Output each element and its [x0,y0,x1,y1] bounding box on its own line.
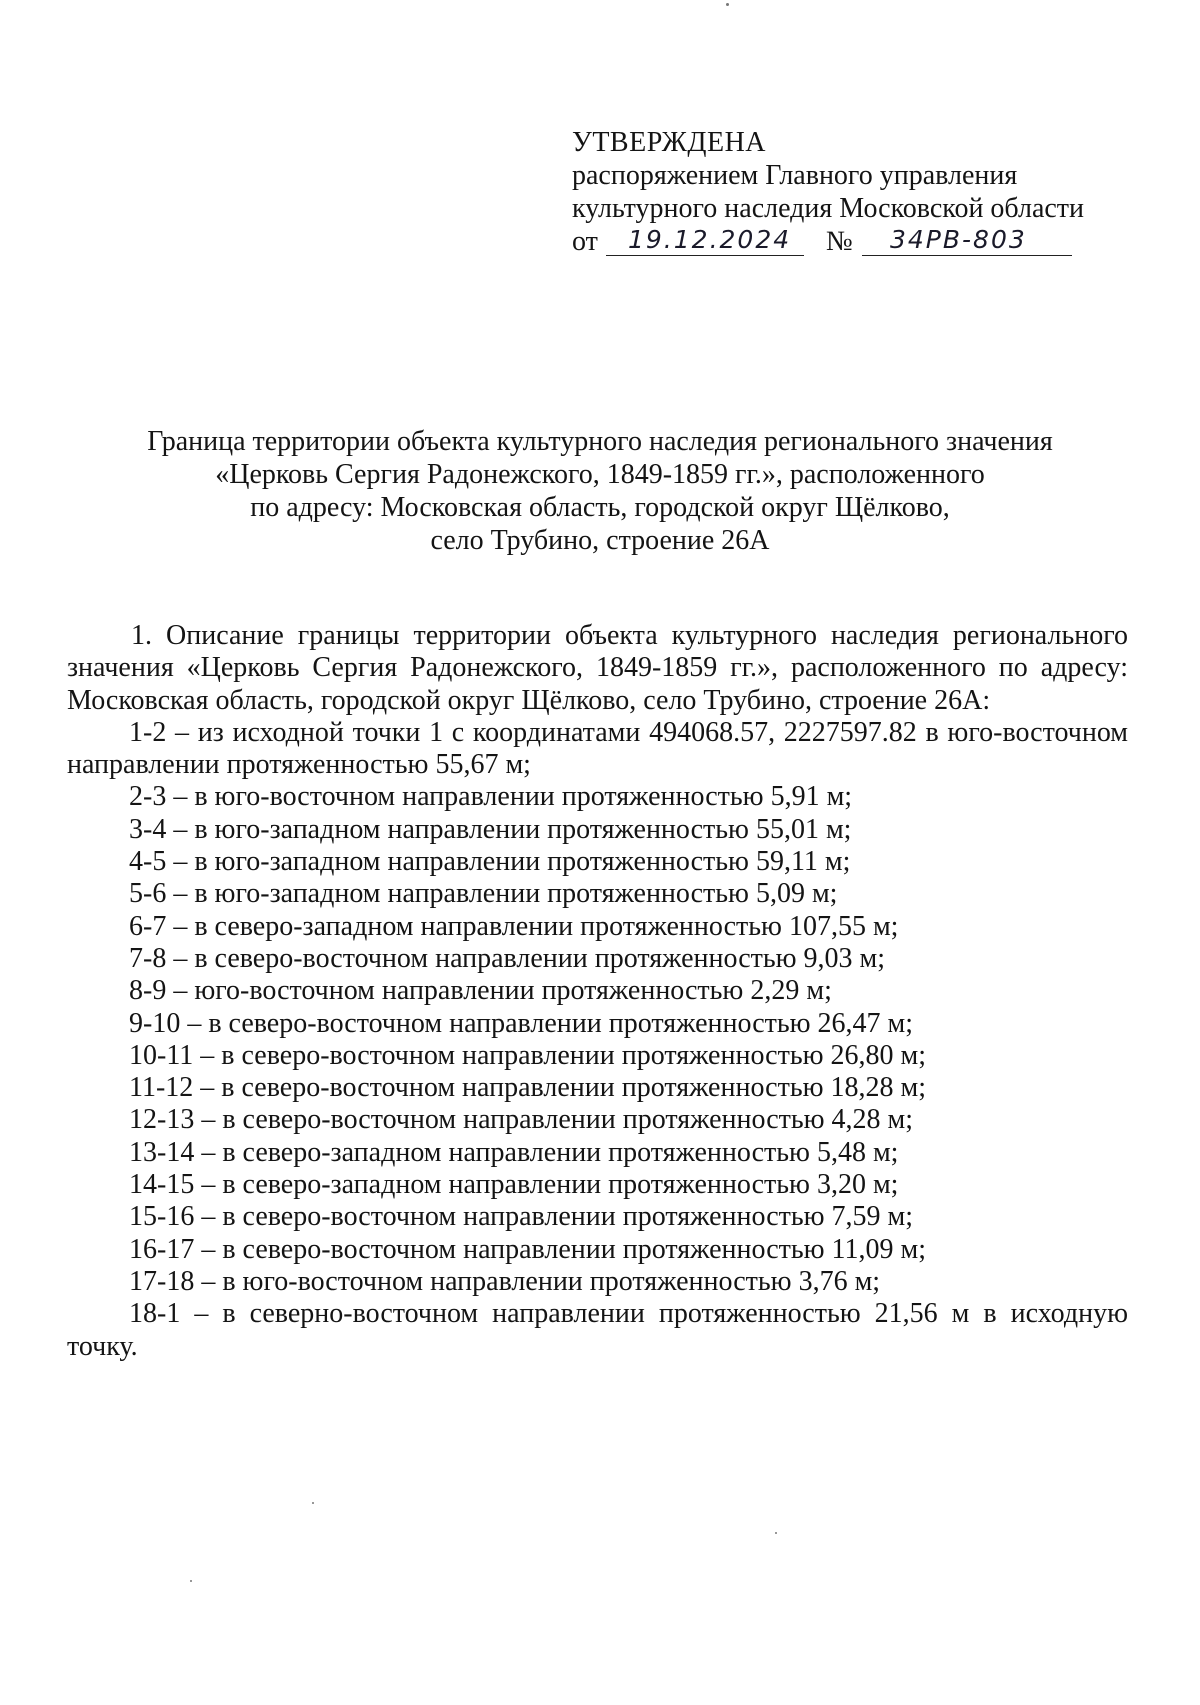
heading-line-2: «Церковь Сергия Радонежского, 1849-1859 гг.», расположенного [215,459,985,490]
segment-18-1-line-1: 18-1 – в северно-восточном направлении протяженностью 21,56 м в исходную [129,1298,1128,1330]
scan-speck [726,3,729,6]
segment-18-1-line-2: точку. [67,1330,138,1362]
approval-stamp-block [572,126,1084,261]
segment-line: 12-13 – в северо-восточном направлении протяженностью 4,28 м; [129,1104,914,1136]
heading-line-3: по адресу: Московская область, городской округ Щёлково, [250,492,950,523]
approval-date-number-line [572,225,1084,261]
scan-speck [775,1532,777,1534]
boundary-description [67,620,1128,1363]
segment-line: 15-16 – в северо-восточном направлении протяженностью 7,59 м; [129,1201,914,1233]
segment-line: 16-17 – в северо-восточном направлении протяженностью 11,09 м; [129,1233,927,1265]
segment-line: 10-11 – в северо-восточном направлении протяженностью 26,80 м; [129,1039,927,1071]
segment-line: 6-7 – в северо-западном направлении протяженностью 107,55 м; [129,910,899,942]
segment-line: 7-8 – в северо-восточном направлении протяженностью 9,03 м; [129,942,886,974]
intro-line-3: Московская область, городской округ Щёлково, село Трубино, строение 26А: [67,684,991,716]
segment-line: 8-9 – юго-восточном направлении протяженностью 2,29 м; [129,975,832,1007]
heading-line-4: село Трубино, строение 26А [430,525,770,556]
segment-1-2-line-2: направлении протяженностью 55,67 м; [67,749,531,781]
approval-title: УТВЕРЖДЕНА [572,127,767,158]
segment-line: 9-10 – в северо-восточном направлении протяженностью 26,47 м; [129,1007,914,1039]
date-label: от [572,226,598,257]
intro-line-1: 1. Описание границы территории объекта культурного наследия регионального [131,620,1128,651]
segment-line: 3-4 – в юго-западном направлении протяженностью 55,01 м; [129,813,852,845]
intro-line-2: значения «Церковь Сергия Радонежского, 1849-1859 гг.», расположенного по адресу: [67,652,1128,684]
segment-line: 17-18 – в юго-восточном направлении протяженностью 3,76 м; [129,1265,881,1297]
segment-line: 2-3 – в юго-восточном направлении протяженностью 5,91 м; [129,781,853,813]
handwritten-number: 34РВ-803 [890,225,1027,254]
approval-line-2: культурного наследия Московской области [572,193,1085,224]
document-heading [60,425,1140,557]
segment-1-2-line-1: 1-2 – из исходной точки 1 с координатами 494068.57, 2227597.82 в юго-восточном [129,716,1128,748]
handwritten-date: 19.12.2024 [628,225,792,254]
segment-line: 4-5 – в юго-западном направлении протяженностью 59,11 м; [129,846,851,878]
approval-line-1: распоряжением Главного управления [572,160,1018,191]
scan-speck [190,1580,192,1582]
scan-speck [312,1502,314,1504]
segment-line: 13-14 – в северо-западном направлении протяженностью 5,48 м; [129,1136,899,1168]
number-label: № [826,226,853,257]
segment-line: 5-6 – в юго-западном направлении протяженностью 5,09 м; [129,878,838,910]
heading-line-1: Граница территории объекта культурного наследия регионального значения [147,426,1053,457]
segment-line: 14-15 – в северо-западном направлении протяженностью 3,20 м; [129,1169,899,1201]
segment-line: 11-12 – в северо-восточном направлении протяженностью 18,28 м; [129,1072,927,1104]
